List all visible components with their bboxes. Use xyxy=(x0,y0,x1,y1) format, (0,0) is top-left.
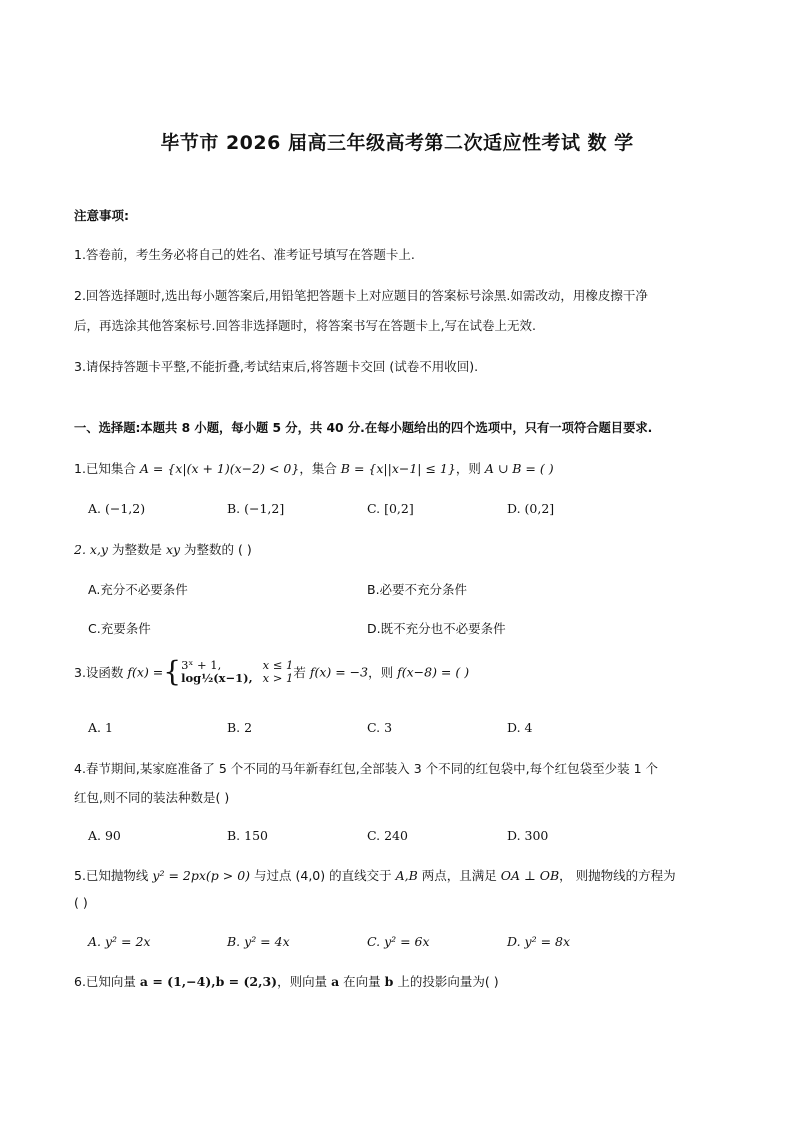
q2-stem-b: 为整数的 ( ) xyxy=(180,542,252,557)
q4-option-a: A. 90 xyxy=(88,828,121,843)
question-4-line-2: 红包,则不同的装法种数是( ) xyxy=(74,790,230,805)
q5-stem-c: 两点，且满足 xyxy=(417,868,501,883)
q3-stem-c: ，则 xyxy=(368,665,398,680)
q6-vectors: a = (1,−4),b = (2,3) xyxy=(139,974,278,989)
q4-option-d: D. 300 xyxy=(507,828,549,843)
notice-item-2-line-2: 后，再选涂其他答案标号.回答非选择题时，将答案书写在答题卡上,写在试卷上无效. xyxy=(74,318,536,333)
q1-set-b: B = {x||x−1| ≤ 1} xyxy=(340,461,456,476)
q3-fx: f(x) = xyxy=(127,664,164,680)
notice-heading: 注意事项: xyxy=(74,208,129,223)
section-heading: 一、选择题:本题共 8 小题，每小题 5 分，共 40 分.在每小题给出的四个选项中，只有一项符合题目要求. xyxy=(74,421,653,435)
q4-option-c: C. 240 xyxy=(367,828,408,843)
q5-parabola: y² = 2px(p > 0) xyxy=(152,868,251,883)
question-5-line-2: ( ) xyxy=(74,895,88,910)
q2-option-b: B.必要不充分条件 xyxy=(367,582,468,597)
q2-option-c: C.充要条件 xyxy=(88,621,151,636)
q3-option-c: C. 3 xyxy=(367,720,393,735)
q3-case2-expr: log½(x−1), xyxy=(181,671,253,685)
q1-option-b: B. (−1,2] xyxy=(227,501,285,516)
question-1 xyxy=(74,459,554,477)
q2-xy: xy xyxy=(165,542,181,557)
question-2 xyxy=(74,540,252,558)
q1-expr: A ∪ B = ( ) xyxy=(484,461,554,476)
q2-option-d: D.既不充分也不必要条件 xyxy=(367,621,506,636)
q1-stem-a: 1.已知集合 xyxy=(74,461,140,476)
q3-option-d: D. 4 xyxy=(507,720,533,735)
q3-case-exprs xyxy=(181,659,252,685)
q6-a-bold: a xyxy=(331,974,340,989)
q5-option-c: C. y² = 6x xyxy=(367,934,430,949)
q2-vars: 2. x,y xyxy=(74,542,108,557)
q3-ask: f(x−8) = ( ) xyxy=(397,664,470,680)
q5-stem-a: 5.已知抛物线 xyxy=(74,868,153,883)
q6-stem-b: ，则向量 xyxy=(277,974,332,989)
q1-stem-c: ，则 xyxy=(455,461,485,476)
q6-stem-a: 6.已知向量 xyxy=(74,974,140,989)
q6-stem-d: 上的投影向量为( ) xyxy=(393,974,499,989)
q1-set-a: A = {x|(x + 1)(x−2) < 0} xyxy=(139,461,300,476)
q3-brace: { xyxy=(163,655,182,688)
page-title: 毕节市 2026 届高三年级高考第二次适应性考试 数 学 xyxy=(160,132,634,154)
q1-stem-b: ，集合 xyxy=(299,461,341,476)
q5-option-b: B. y² = 4x xyxy=(227,934,290,949)
notice-item-3: 3.请保持答题卡平整,不能折叠,考试结束后,将答题卡交回 (试卷不用收回). xyxy=(74,359,479,374)
q3-stem-b: 若 xyxy=(293,665,310,680)
q3-cond: f(x) = −3 xyxy=(309,664,369,680)
q3-case2-cond: x > 1 xyxy=(262,671,294,685)
question-6 xyxy=(74,972,499,990)
q6-b-bold: b xyxy=(384,974,394,989)
q5-option-d: D. y² = 8x xyxy=(507,934,571,949)
q2-stem-a: 为整数是 xyxy=(107,542,166,557)
q3-case1-cond: x ≤ 1 xyxy=(262,658,294,672)
q1-option-d: D. (0,2] xyxy=(507,501,555,516)
question-5 xyxy=(74,866,676,884)
q3-option-a: A. 1 xyxy=(88,720,113,735)
q5-stem-d: ， 则抛物线的方程为 xyxy=(559,868,676,883)
q2-option-a: A.充分不必要条件 xyxy=(88,582,188,597)
q3-stem-a: 3.设函数 xyxy=(74,665,128,680)
q3-case-conds xyxy=(263,659,294,685)
q5-ab: A,B xyxy=(395,868,418,883)
q1-option-c: C. [0,2] xyxy=(367,501,414,516)
q4-option-b: B. 150 xyxy=(227,828,268,843)
notice-item-2-line-1: 2.回答选择题时,选出每小题答案后,用铅笔把答题卡上对应题目的答案标号涂黑.如需改动，用橡皮擦干净 xyxy=(74,288,648,303)
q1-option-a: A. (−1,2) xyxy=(88,501,146,516)
q6-stem-c: 在向量 xyxy=(339,974,385,989)
q3-case1-expr: 3ˣ + 1, xyxy=(181,658,222,672)
q5-option-a: A. y² = 2x xyxy=(88,934,151,949)
q5-perp: OA ⊥ OB xyxy=(500,868,560,883)
question-3 xyxy=(74,655,470,688)
notice-item-1: 1.答卷前，考生务必将自己的姓名、准考证号填写在答题卡上. xyxy=(74,247,415,262)
question-4-line-1: 4.春节期间,某家庭准备了 5 个不同的马年新春红包,全部装入 3 个不同的红包袋中,每个红包袋至少装 1 个 xyxy=(74,761,659,776)
q3-option-b: B. 2 xyxy=(227,720,253,735)
q5-stem-b: 与过点 (4,0) 的直线交于 xyxy=(250,868,396,883)
